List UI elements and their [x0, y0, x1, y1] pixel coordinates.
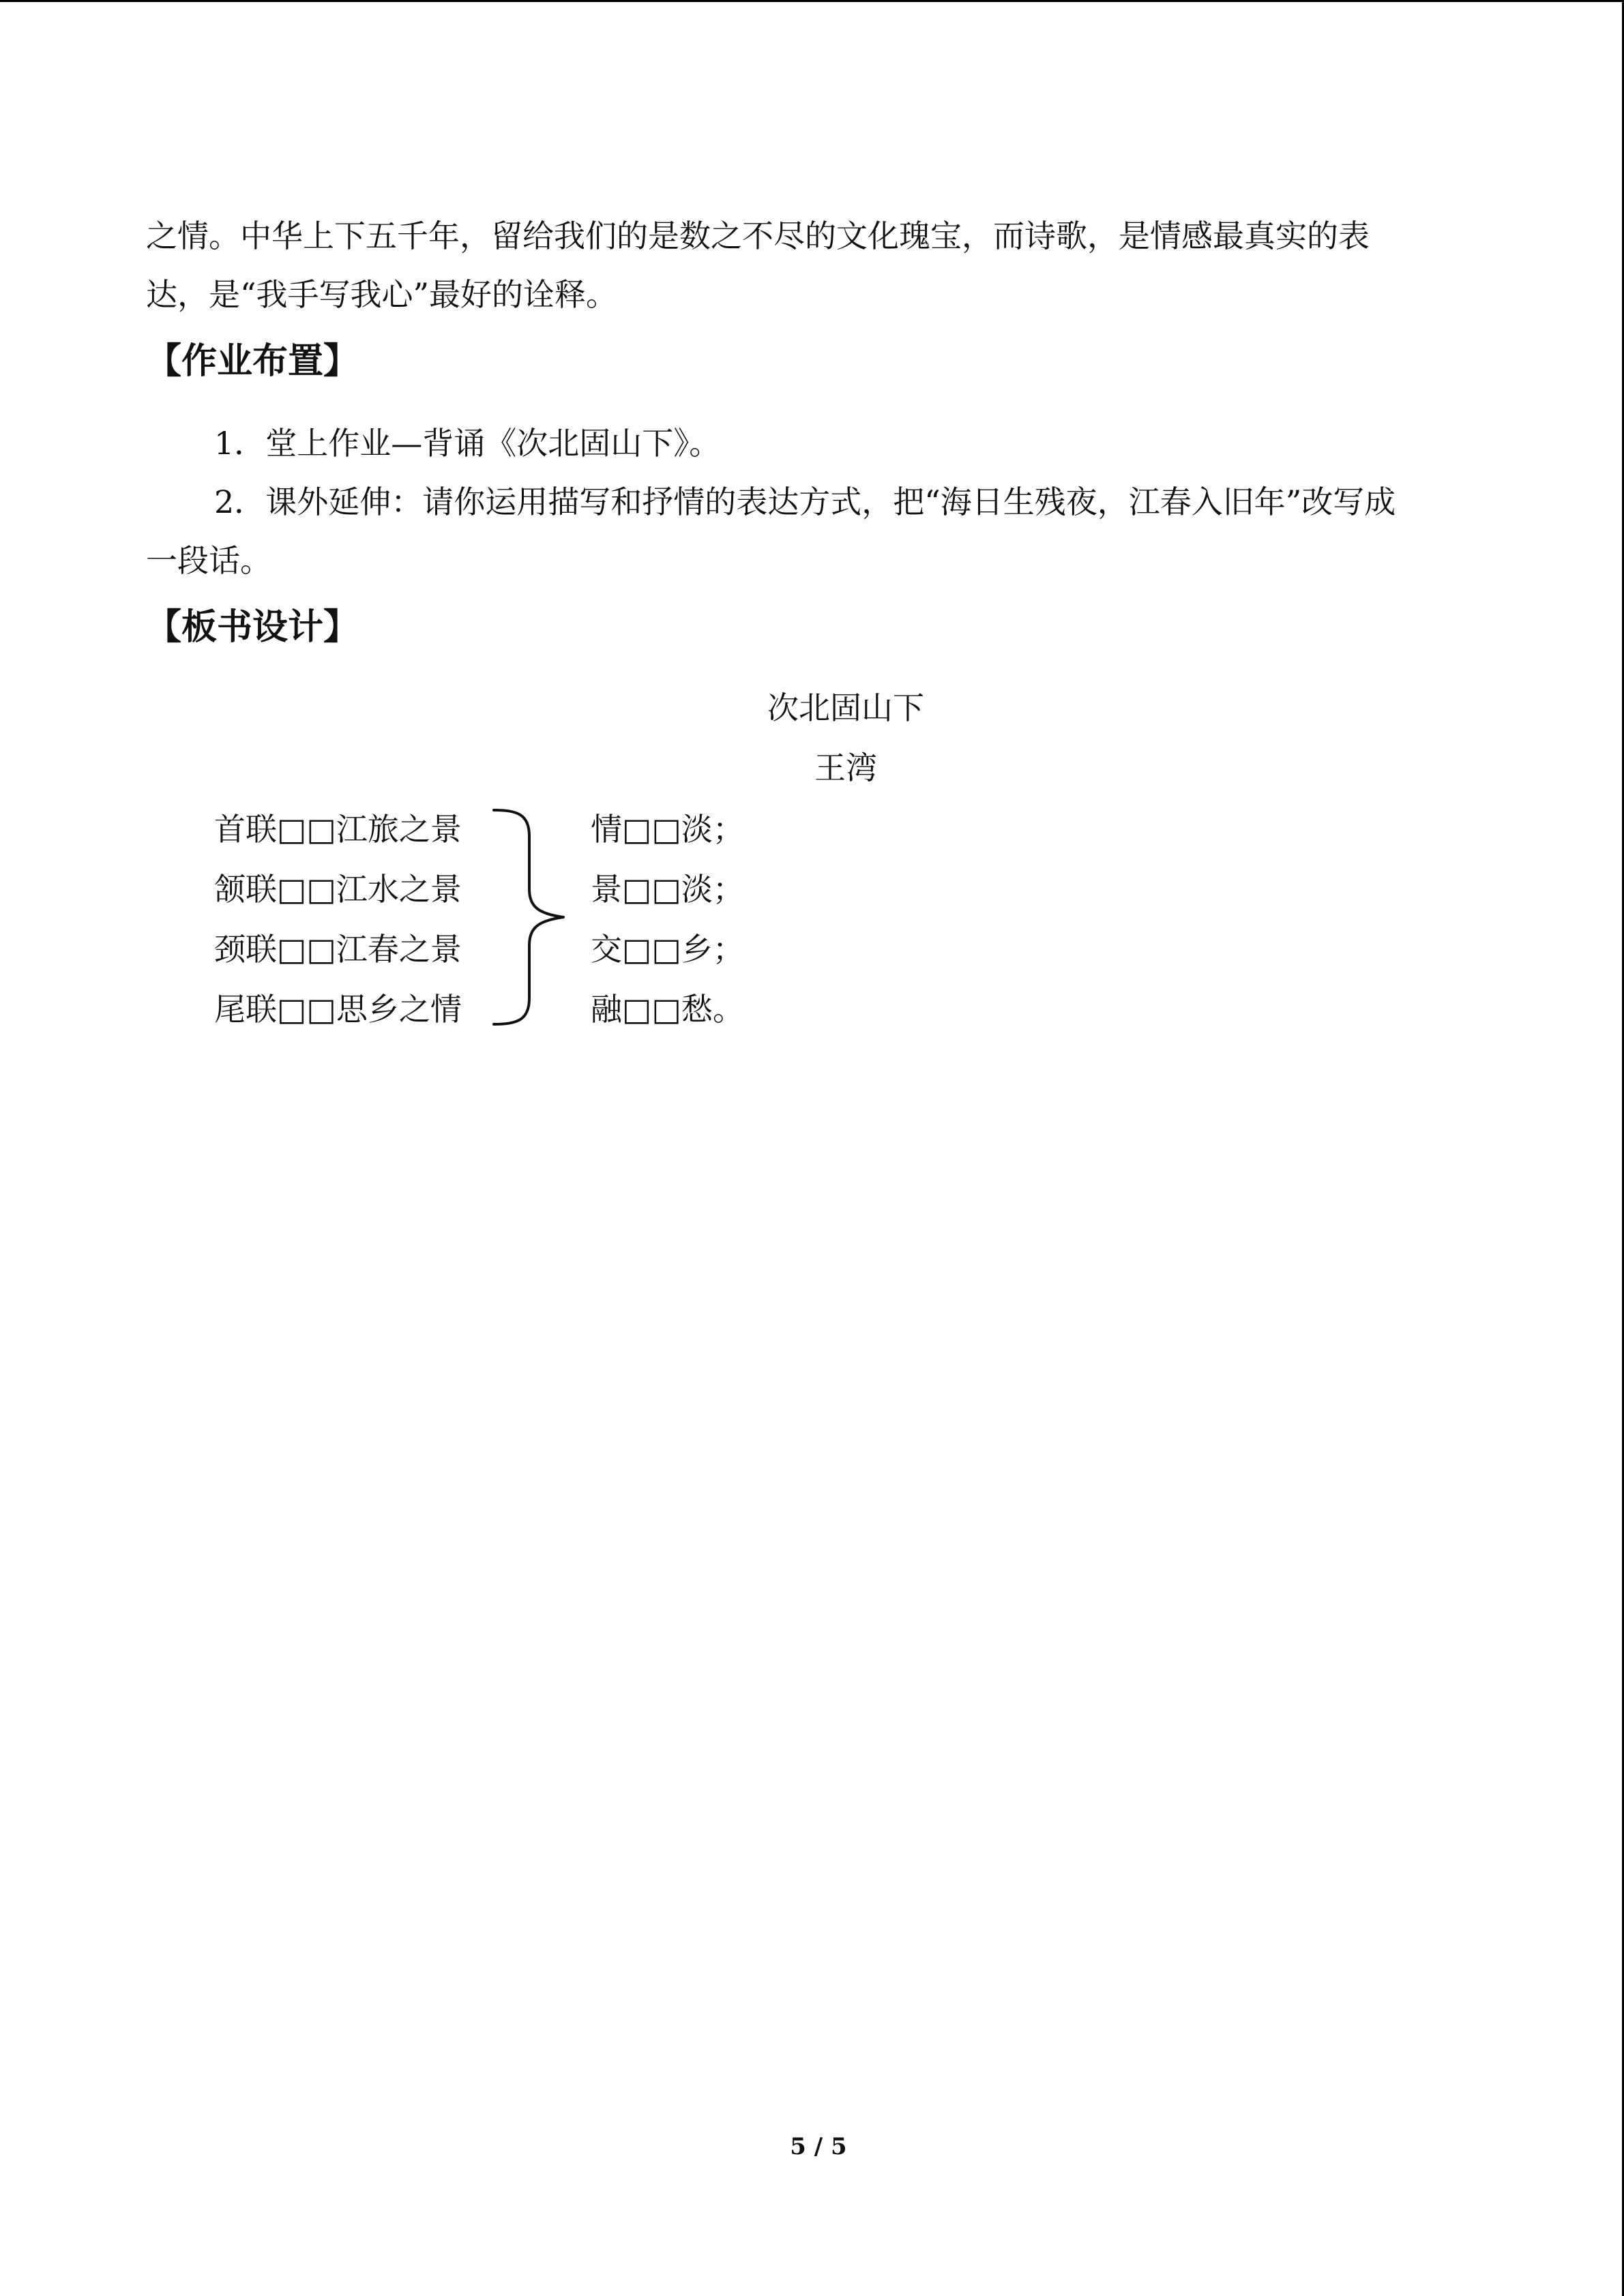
board-left-item-1: 首联□□江旅之景 — [214, 811, 462, 848]
homework-item-2-continuation: 一段话。 — [146, 542, 271, 579]
board-right-item-3: 交□□乡； — [591, 931, 744, 968]
homework-item-2: 2．课外延伸：请你运用描写和抒情的表达方式，把“海日生残夜，江春入旧年”改写成 — [214, 483, 1396, 520]
page-top-border — [0, 0, 1624, 2]
paragraph-line-2: 达，是“我手写我心”最好的诠释。 — [146, 276, 618, 313]
homework-item-1: 1．堂上作业—背诵《次北固山下》。 — [214, 425, 721, 462]
board-right-item-4: 融□□愁。 — [591, 991, 744, 1028]
board-right-item-2: 景□□淡； — [591, 871, 744, 908]
homework-heading: 【作业布置】 — [146, 341, 359, 382]
paragraph-line-1: 之情。中华上下五千年，留给我们的是数之不尽的文化瑰宝，而诗歌，是情感最真实的表 — [146, 218, 1370, 254]
board-left-item-4: 尾联□□思乡之情 — [214, 991, 462, 1028]
board-title: 次北固山下 — [767, 689, 924, 726]
board-right-item-1: 情□□淡； — [591, 811, 744, 848]
board-left-item-2: 颔联□□江水之景 — [214, 871, 462, 908]
board-design-heading: 【板书设计】 — [146, 607, 359, 648]
curly-brace-icon — [490, 805, 572, 1030]
page-number: 5 / 5 — [790, 2133, 847, 2160]
board-left-item-3: 颈联□□江春之景 — [214, 931, 462, 968]
board-author: 王湾 — [814, 749, 877, 786]
